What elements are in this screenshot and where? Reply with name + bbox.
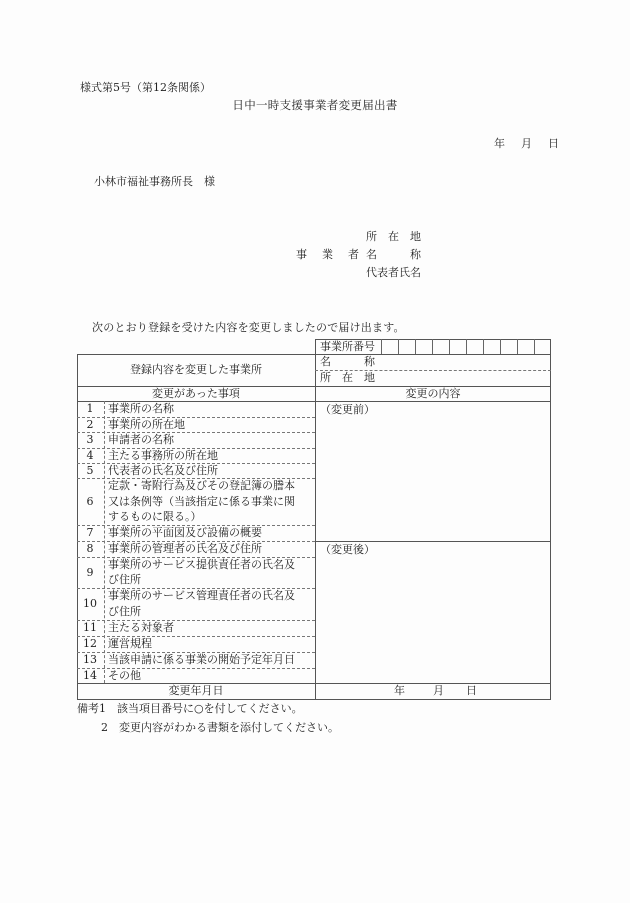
change-date-field[interactable] [316,684,550,699]
item-text: 運営規程 [108,637,152,650]
item-row[interactable] [77,525,315,541]
item-row[interactable] [77,668,315,683]
item-text-line: び住所 [108,573,141,586]
applicant-location-label: 所 在 地 [366,230,421,243]
item-text: 事業所の管理者の氏名及び住所 [108,542,262,555]
col-header-change-content: 変更の内容 [405,387,461,400]
after-content-area[interactable] [316,542,550,683]
note-1: 備考1 該当項目番号に○を付してください。 [77,702,303,715]
item-text: 主たる事務所の所在地 [108,449,218,462]
item-text: 事業所の平面図及び設備の概要 [108,526,262,539]
item-text-line: 定款・寄附行為及びその登記簿の謄本 [108,479,295,492]
item-number: 12 [83,637,97,650]
item-text: 当該申請に係る事業の開始予定年月日 [108,653,295,666]
before-content-area[interactable] [316,402,550,541]
item-number: 10 [83,597,97,610]
item-text-line: するものに限る。） [108,510,202,523]
item-row[interactable] [77,652,315,668]
item-number: 11 [83,621,97,634]
change-date-label: 変更年月日 [168,684,224,697]
change-table [77,339,551,699]
document-title: 日中一時支援事業者変更届出書 [232,98,398,112]
item-row[interactable] [77,588,315,620]
after-label: （変更後） [320,543,375,556]
office-location-label: 所 在 地 [320,371,375,384]
office-name-field[interactable] [397,355,547,369]
item-text-line: 事業所のサービス管理責任者の氏名及 [108,589,295,602]
item-number: 6 [86,495,94,508]
item-text: 主たる対象者 [108,621,174,634]
office-number-boxes[interactable] [381,339,551,354]
lead-text: 次のとおり登録を受けた内容を変更しましたので届け出ます。 [92,321,405,334]
item-number: 2 [86,418,94,431]
item-row[interactable] [77,620,315,636]
item-text: 事業所の所在地 [108,418,185,431]
item-number: 4 [86,449,94,462]
applicant-group-label: 事 業 者 [296,248,361,261]
submission-date [494,138,559,149]
office-number-label: 事業所番号 [320,340,375,353]
note-2: 2 変更内容がわかる書類を添付してください。 [101,721,339,734]
applicant-representative-label: 代表者氏名 [366,266,421,279]
item-row[interactable] [77,432,315,448]
item-number: 5 [86,464,94,477]
addressee: 小林市福祉事務所長 様 [94,175,215,188]
item-row[interactable] [77,401,315,417]
item-row[interactable] [77,541,315,557]
item-text: 代表者の氏名及び住所 [108,464,218,477]
office-name-label: 名 称 [320,355,375,368]
item-text-line: び住所 [108,605,141,618]
item-number: 3 [86,433,94,446]
item-number: 1 [86,402,94,415]
changed-office-label: 登録内容を変更した事業所 [130,363,262,376]
item-text-line: 事業所のサービス提供責任者の氏名及 [108,558,295,571]
item-row[interactable] [77,636,315,652]
date-day: 日 [548,137,559,150]
item-row[interactable] [77,463,315,478]
date-month: 月 [521,137,532,150]
form-number: 様式第5号（第12条関係） [80,81,211,94]
item-row[interactable] [77,448,315,463]
item-number: 14 [83,669,97,682]
col-header-changed-items: 変更があった事項 [152,387,240,400]
item-number: 8 [86,542,94,555]
item-number: 7 [86,526,94,539]
item-row[interactable] [77,557,315,588]
item-text: その他 [108,669,141,682]
item-row[interactable] [77,417,315,432]
change-date-day: 日 [466,684,477,697]
item-text: 事業所の名称 [108,402,174,415]
item-row[interactable] [77,478,315,525]
before-label: （変更前） [320,403,375,416]
date-year: 年 [494,137,505,150]
change-date-month: 月 [433,684,444,697]
item-text: 申請者の名称 [108,433,174,446]
item-number: 13 [83,653,97,666]
applicant-name-label: 名 称 [366,248,421,261]
change-date-year: 年 [394,684,405,697]
office-location-field[interactable] [397,371,547,385]
item-text-line: 又は条例等（当該指定に係る事業に関 [108,495,295,508]
item-number: 9 [86,566,94,579]
